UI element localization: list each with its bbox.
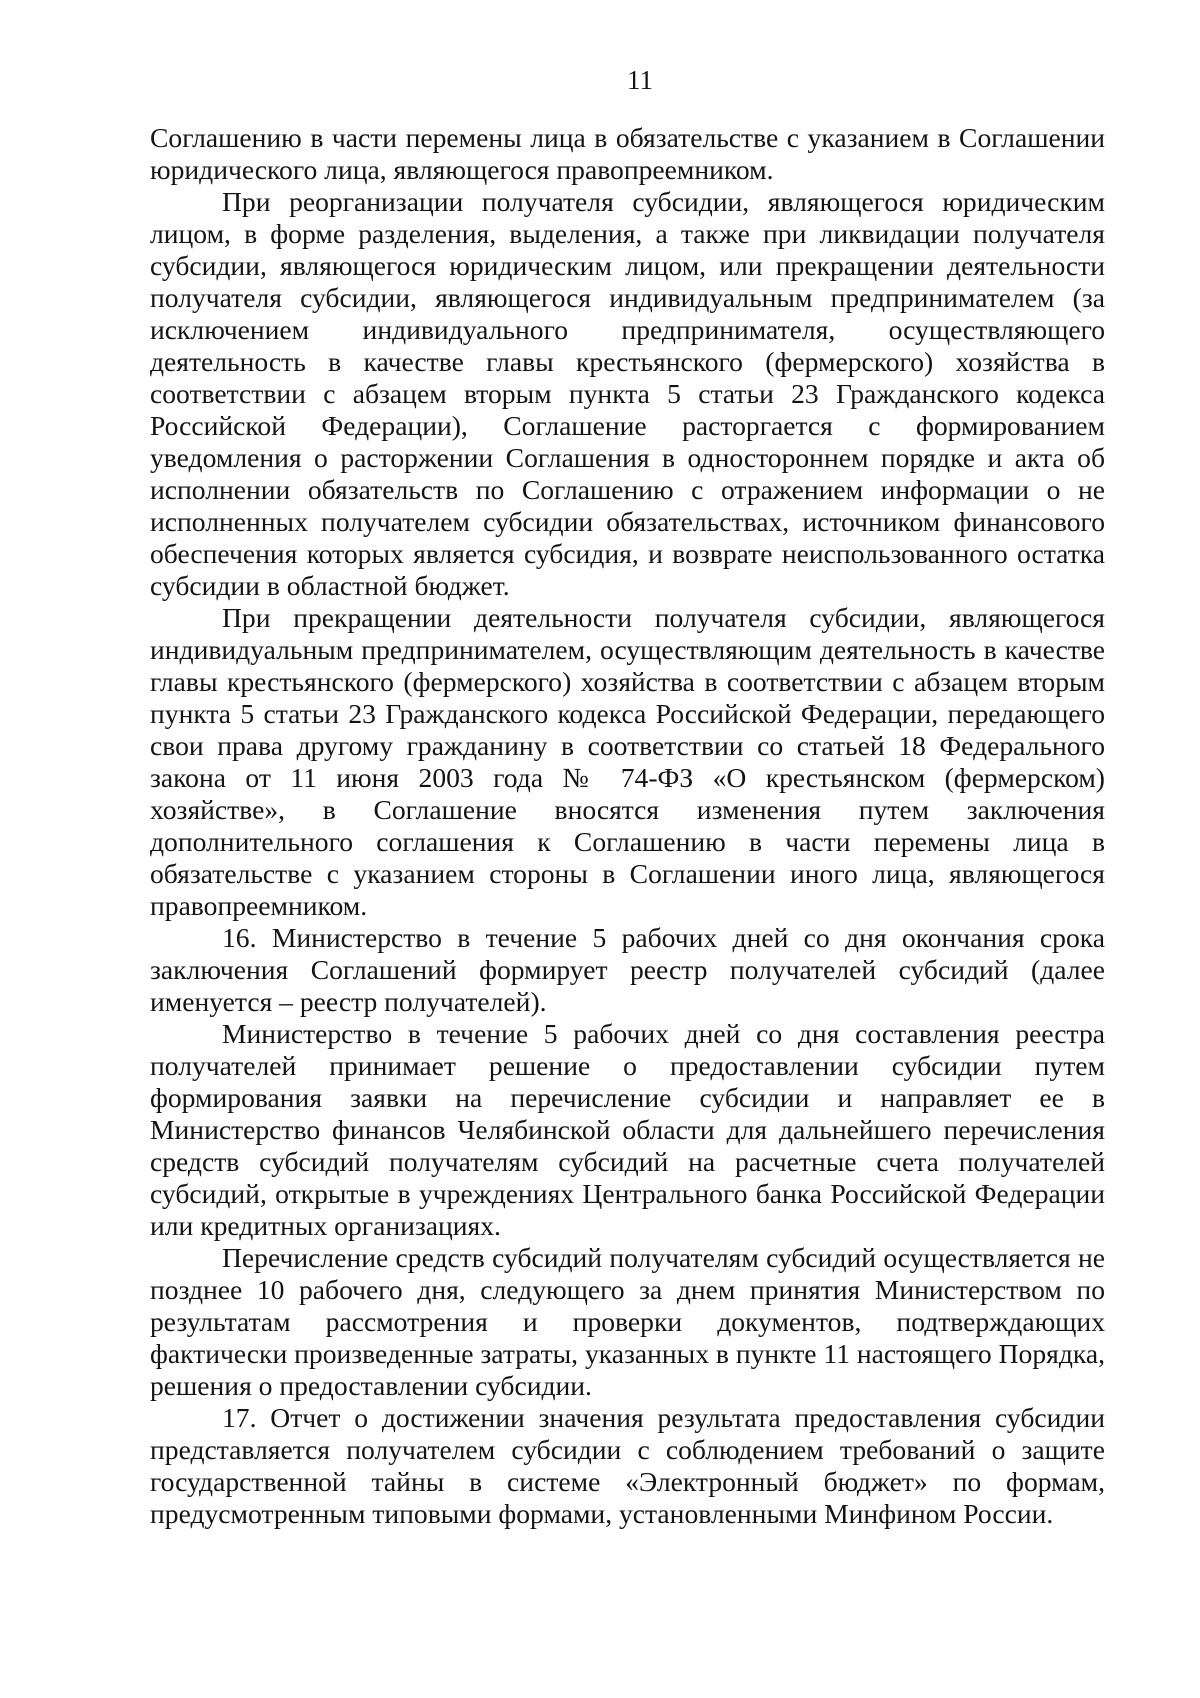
paragraph-item-16: 16. Министерство в течение 5 рабочих дней со дня окончания срока заключения Соглашений формирует реестр получателей субсидий (далее именуется – реестр получателей). [150,922,1105,1017]
paragraph-transfer: Перечисление средств субсидий получателям субсидий осуществляется не позднее 10 рабочего дня, следующего за днем принятия Министерством по результатам рассмотрения и проверки документов, подтверждающих фактически произведенные затраты, указанных в пункте 11 настоящего Порядка, решения о предоставлении субсидии. [150,1242,1106,1401]
paragraph-termination-farm-head: При прекращении деятельности получателя субсидии, являющегося индивидуальным предпринимателем, осуществляющим деятельность в качестве главы крестьянского (фермерского) хозяйства в соответствии с абзацем вторым пункта 5 статьи 23 Гражданского кодекса Российской Федерации, передающего свои права другому гражданину в соответствии со статьей 18 Федерального закона от 11 июня 2003 года № 74-ФЗ «О крестьянском (фермерском) хозяйстве», в Соглашение вносятся изменения путем заключения дополнительного соглашения к Соглашению в части перемены лица в обязательстве с указанием стороны в Соглашении иного лица, являющегося правопреемником. [150,602,1105,921]
document-body [150,122,1105,1530]
paragraph-reorganization: При реорганизации получателя субсидии, являющегося юридическим лицом, в форме разделения, выделения, а также при ликвидации получателя субсидии, являющегося юридическим лицом, или прекращении деятельности получателя субсидии, являющегося индивидуальным предпринимателем (за исключением индивидуального предпринимателя, осуществляющего деятельность в качестве главы крестьянского (фермерского) хозяйства в соответствии с абзацем вторым пункта 5 статьи 23 Гражданского кодекса Российской Федерации), Соглашение расторгается с формированием уведомления о расторжении Соглашения в одностороннем порядке и акта об исполнении обязательств по Соглашению с отражением информации о не исполненных получателем субсидии обязательствах, источником финансового обеспечения которых является субсидия, и возврате неиспользованного остатка субсидии в областной бюджет. [150,186,1105,601]
paragraph-decision: Министерство в течение 5 рабочих дней со дня составления реестра получателей принимает решение о предоставлении субсидии путем формирования заявки на перечисление субсидии и направляет ее в Министерство финансов Челябинской области для дальнейшего перечисления средств субсидий получателям субсидий на расчетные счета получателей субсидий, открытые в учреждениях Центрального банка Российской Федерации или кредитных организациях. [150,1018,1105,1241]
paragraph-continuation: Соглашению в части перемены лица в обязательстве с указанием в Соглашении юридического лица, являющегося правопреемником. [150,122,1105,185]
paragraph-item-17: 17. Отчет о достижении значения результата предоставления субсидии представляется получателем субсидии с соблюдением требований о защите государственной тайны в системе «Электронный бюджет» по формам, предусмотренным типовыми формами, установленными Минфином России. [150,1402,1105,1529]
page-number: 11 [627,65,653,95]
